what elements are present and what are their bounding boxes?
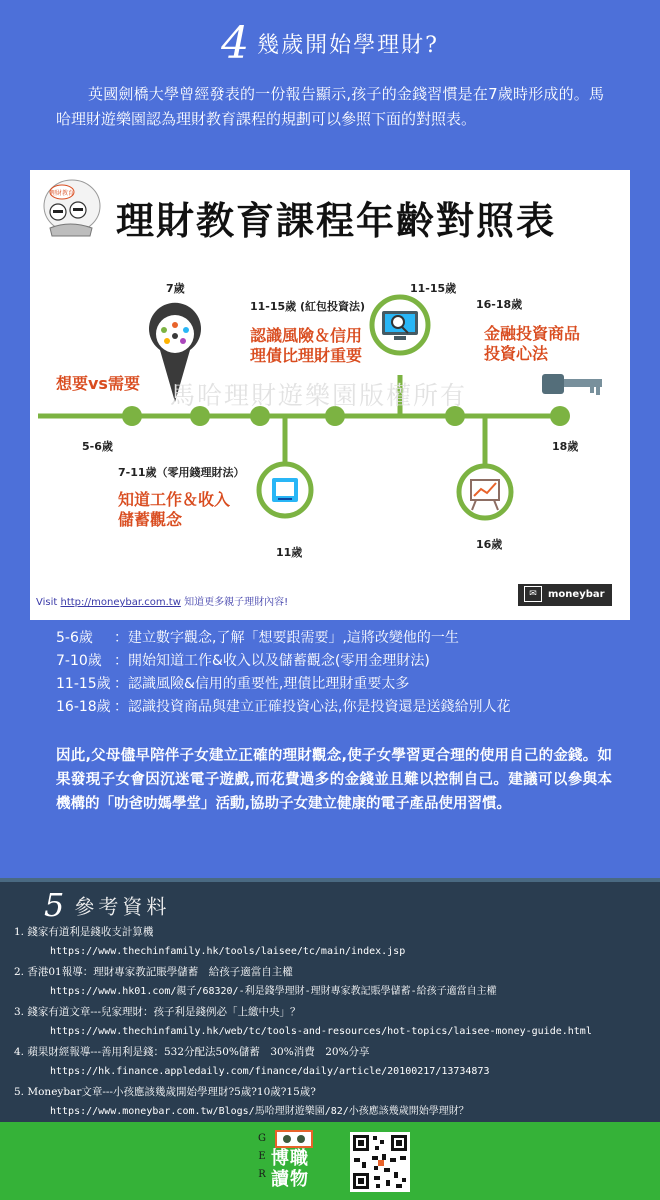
label-age-16: 16歲 xyxy=(476,538,503,551)
section-title: 幾歲開始學理財? xyxy=(257,33,439,58)
age-row-age: 5-6歲 xyxy=(56,630,93,646)
timeline-dot-5-6 xyxy=(122,406,142,426)
section-4-heading xyxy=(0,18,660,69)
label-age-11: 11歲 xyxy=(276,546,303,559)
reference-title: 4. 蘋果財經報導---善用利是錢：532分配法50%儲蓄 30%消費 20%分享 xyxy=(14,1046,370,1058)
intro-paragraph: 英國劍橋大學曾經發表的一份報告顯示,孩子的金錢習慣是在7歲時形成的。馬哈理財遊樂園認為理財教育課程的規劃可以參照下面的對照表。 xyxy=(56,85,604,128)
reference-url[interactable]: https://www.thechinfamily.hk/tools/laisee/tc/main/index.jsp xyxy=(50,946,406,957)
right-eye-icon xyxy=(297,1135,305,1143)
age-row-age: 11-15歲 xyxy=(56,676,111,692)
age-row xyxy=(56,627,626,650)
brand-name xyxy=(271,1148,309,1190)
letter-e: E xyxy=(258,1151,266,1162)
label-work-2: 儲蓄觀念 xyxy=(118,510,183,529)
reference-title: 1. 錢家有道利是錢收支計算機 xyxy=(14,926,154,938)
visit-prefix: Visit xyxy=(36,597,61,608)
footer xyxy=(0,1122,660,1200)
age-row-text: ：認識投資商品與建立正確投資心法,你是投資還是送錢給別人花 xyxy=(114,699,511,715)
qr-code-icon[interactable] xyxy=(350,1132,410,1192)
reference-title: 2. 香港01報導：理財專家教記賬學儲蓄 給孩子適當自主權 xyxy=(14,966,293,978)
letter-g: G xyxy=(258,1133,266,1144)
brand-line-2: 讀物 xyxy=(271,1169,309,1190)
section-5-heading xyxy=(44,886,170,924)
watermark: 馬哈理財遊樂園版權所有 xyxy=(170,381,468,410)
reference-url[interactable]: https://www.moneybar.com.tw/Blogs/馬哈理財遊樂園/82/小孩應該幾歲開始學理財？ xyxy=(50,1106,469,1117)
label-age-16-18: 16-18歲 xyxy=(476,298,523,311)
age-row xyxy=(56,696,626,719)
age-row-text: ：認識風險&信用的重要性,理債比理財重要太多 xyxy=(114,676,410,692)
eyes-logo-icon xyxy=(275,1130,313,1148)
age-row-text: ：建立數字觀念,了解「想要跟需要」,這將改變他的一生 xyxy=(114,630,459,646)
moneybar-logo xyxy=(518,584,612,606)
chart-easel-icon xyxy=(459,466,511,518)
label-age-7-11: 7-11歲（零用錢理財法） xyxy=(118,466,245,479)
reference-url[interactable]: https://www.hk01.com/親子/68320/-利是錢學理財-理財專家教記賬學儲蓄-給孩子適當自主權 xyxy=(50,986,497,997)
label-age-18: 18歲 xyxy=(552,440,579,453)
visit-suffix: 知道更多親子理財內容! xyxy=(180,597,289,608)
section-number: 5 xyxy=(44,886,65,924)
wallet-icon xyxy=(259,464,311,516)
label-age-5-6: 5-6歲 xyxy=(82,440,113,453)
age-row-text: ：開始知道工作&收入以及儲蓄觀念(零用金理財法) xyxy=(114,653,430,669)
visit-line xyxy=(36,593,288,608)
moneybar-logo-text: moneybar xyxy=(548,589,605,600)
label-invest-2: 投資心法 xyxy=(484,344,549,363)
age-chart-card xyxy=(30,170,630,620)
age-list xyxy=(56,627,626,719)
reference-title: 5. Moneybar文章---小孩應該幾歲開始學理財?5歲?10歲?15歲? xyxy=(14,1086,316,1098)
reference-title: 3. 錢家有道文章---兒家理財：孩子利是錢例必「上繳中央」？ xyxy=(14,1006,301,1018)
label-work-1: 知道工作＆收入 xyxy=(118,490,231,509)
timeline-dot-18 xyxy=(550,406,570,426)
age-row xyxy=(56,650,626,673)
letter-r: R xyxy=(258,1169,266,1180)
age-row-age: 16-18歲 xyxy=(56,699,111,715)
label-age-11-15-red: 11-15歲 (紅包投資法) xyxy=(250,300,366,313)
brand-line-1: 博職 xyxy=(271,1148,309,1169)
magnifier-monitor-icon xyxy=(372,297,428,353)
left-eye-icon xyxy=(283,1135,291,1143)
reference-list xyxy=(14,922,654,1122)
label-risk-2: 理債比理財重要 xyxy=(250,346,363,365)
reference-url[interactable]: https://www.thechinfamily.hk/web/tc/tools-and-resources/hot-topics/laisee-money-guide.html xyxy=(50,1026,592,1037)
age-row-age: 7-10歲 xyxy=(56,653,102,669)
mascot-badge-text: 理財教育 xyxy=(49,190,75,197)
conclusion-paragraph: 因此,父母儘早陪伴子女建立正確的理財觀念,使子女學習更合理的使用自己的金錢。如果發現子女會因沉迷電子遊戲,而花費過多的金錢並且難以控制自己。建議可以參與本機構的「叻爸叻媽學堂」活動,協助子女建立健康的電子產品使用習慣。 xyxy=(56,748,612,812)
moneybar-link[interactable]: http://moneybar.com.tw xyxy=(60,597,181,608)
label-invest-1: 金融投資商品 xyxy=(484,324,581,343)
section-5 xyxy=(0,878,660,1122)
label-age-7: 7歲 xyxy=(166,282,185,295)
age-row xyxy=(56,673,626,696)
label-age-11-15: 11-15歲 xyxy=(410,282,457,295)
section-number: 4 xyxy=(221,18,250,69)
label-needs-wants: 想要vs需要 xyxy=(56,374,140,393)
key-icon xyxy=(542,374,602,395)
ger-letters xyxy=(257,1130,267,1184)
section-title: 參考資料 xyxy=(74,894,171,919)
mascot-illustration xyxy=(44,180,100,236)
section-divider xyxy=(0,878,660,882)
reference-url[interactable]: https://hk.finance.appledaily.com/finance/daily/article/20100217/13734873 xyxy=(50,1066,490,1077)
moneybar-logo-icon: ✉ xyxy=(524,586,542,602)
chart-title: 理財教育課程年齡對照表 xyxy=(116,199,557,243)
label-risk-1: 認識風險＆信用 xyxy=(250,326,363,345)
qr-code-graphic xyxy=(350,1132,410,1192)
